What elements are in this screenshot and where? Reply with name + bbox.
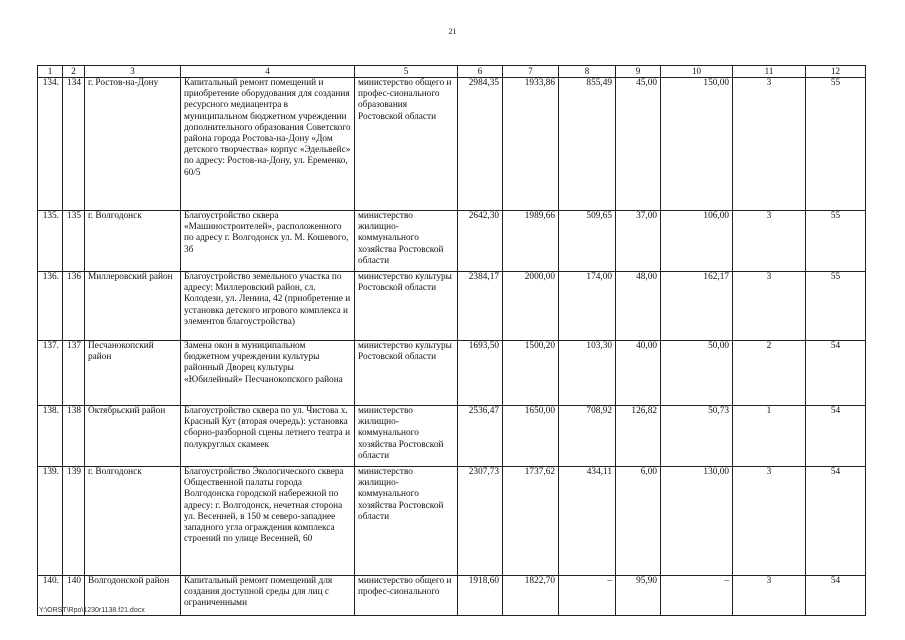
- table-row: [38, 406, 866, 467]
- description-cell: Капитальный ремонт помещений и приобретение оборудования для создания ресурсного медиацентра в муниципальном бюджетном учреждении дополнительного образования Советского района города Ростова-на-Дону «Дом детского творчества» корпус «Эдельвейс» по адресу: Ростов-на-Дону, ул. Еременко, 60/5: [181, 78, 355, 211]
- total-cell: 2984,35: [458, 78, 503, 211]
- row-number-cell: 134.: [38, 78, 63, 211]
- table-row: [38, 211, 866, 272]
- score-cell: 54: [806, 406, 866, 467]
- header-cell: 8: [559, 66, 616, 78]
- ministry-cell: министерство жилищно-коммунального хозяйства Ростовской области: [355, 211, 458, 272]
- municipality-cell: Песчанокопский район: [85, 341, 181, 406]
- local-cell: 509,65: [559, 211, 616, 272]
- header-cell: 10: [661, 66, 733, 78]
- other-cell: 126,82: [616, 406, 661, 467]
- row-number-cell: 136.: [38, 272, 63, 341]
- header-cell: 1: [38, 66, 63, 78]
- regional-cell: 1933,86: [503, 78, 559, 211]
- header-cell: 11: [733, 66, 806, 78]
- header-cell: 4: [181, 66, 355, 78]
- description-cell: Замена окон в муниципальном бюджетном учреждении культуры районный Дворец культуры «Юбилейный» Песчанокопского района: [181, 341, 355, 406]
- municipality-cell: г. Волгодонск: [85, 467, 181, 576]
- header-row: [38, 66, 866, 78]
- header-cell: 3: [85, 66, 181, 78]
- priority-cell: 3: [733, 78, 806, 211]
- file-path-footer: Y:\ORST\Rpo\1230r1138.f21.docx: [39, 607, 145, 614]
- municipality-cell: Волгодонской район: [85, 576, 181, 616]
- other-cell: 45,00: [616, 78, 661, 211]
- description-cell: Благоустройство сквера «Машиностроителей», расположенного по адресу г. Волгодонск ул. М. Кошевого, 3б: [181, 211, 355, 272]
- item-number-cell: 139: [63, 467, 85, 576]
- other-cell: 6,00: [616, 467, 661, 576]
- score-cell: 54: [806, 467, 866, 576]
- ministry-cell: министерство общего и профес-сионального: [355, 576, 458, 616]
- row-number-cell: 137.: [38, 341, 63, 406]
- table-row: [38, 576, 866, 616]
- row-number-cell: 135.: [38, 211, 63, 272]
- extra-cell: 50,73: [661, 406, 733, 467]
- local-cell: 103,30: [559, 341, 616, 406]
- other-cell: 95,90: [616, 576, 661, 616]
- table-row: [38, 341, 866, 406]
- municipality-cell: Октябрьский район: [85, 406, 181, 467]
- score-cell: 54: [806, 576, 866, 616]
- item-number-cell: 138: [63, 406, 85, 467]
- priority-cell: 3: [733, 211, 806, 272]
- header-cell: 7: [503, 66, 559, 78]
- ministry-cell: министерство жилищно-коммунального хозяйства Ростовской области: [355, 467, 458, 576]
- total-cell: 2642,30: [458, 211, 503, 272]
- description-cell: Благоустройство Экологического сквера Общественной палаты города Волгодонска городской набережной по адресу: г. Волгодонск, нечетная сторона ул. Весенней, в 150 м северо-западнее западного угла ограждения комплекса строений по улице Весенней, 60: [181, 467, 355, 576]
- priority-cell: 3: [733, 576, 806, 616]
- budget-table: [37, 65, 866, 616]
- score-cell: 54: [806, 341, 866, 406]
- row-number-cell: 139.: [38, 467, 63, 576]
- other-cell: 48,00: [616, 272, 661, 341]
- local-cell: 434,11: [559, 467, 616, 576]
- description-cell: Благоустройство земельного участка по адресу: Миллеровский район, сл. Колодези, ул. Ленина, 42 (приобретение и установка детского игрового комплекса и элементов благоустройства): [181, 272, 355, 341]
- local-cell: 708,92: [559, 406, 616, 467]
- item-number-cell: 136: [63, 272, 85, 341]
- header-cell: 9: [616, 66, 661, 78]
- page-number: 21: [448, 27, 457, 36]
- local-cell: 174,00: [559, 272, 616, 341]
- ministry-cell: министерство жилищно-коммунального хозяйства Ростовской области: [355, 406, 458, 467]
- priority-cell: 2: [733, 341, 806, 406]
- other-cell: 37,00: [616, 211, 661, 272]
- municipality-cell: г. Волгодонск: [85, 211, 181, 272]
- local-cell: –: [559, 576, 616, 616]
- total-cell: 1693,50: [458, 341, 503, 406]
- municipality-cell: г. Ростов-на-Дону: [85, 78, 181, 211]
- priority-cell: 1: [733, 406, 806, 467]
- extra-cell: 162,17: [661, 272, 733, 341]
- header-cell: 12: [806, 66, 866, 78]
- extra-cell: 130,00: [661, 467, 733, 576]
- description-cell: Благоустройство сквера по ул. Чистова х. Красный Кут (вторая очередь): установка сборно-разборной сцены летнего театра и полукруглых скамеек: [181, 406, 355, 467]
- ministry-cell: министерство культуры Ростовской области: [355, 272, 458, 341]
- ministry-cell: министерство общего и профес-сионального образования Ростовской области: [355, 78, 458, 211]
- total-cell: 2307,73: [458, 467, 503, 576]
- extra-cell: 50,00: [661, 341, 733, 406]
- header-cell: 6: [458, 66, 503, 78]
- item-number-cell: 137: [63, 341, 85, 406]
- item-number-cell: 134: [63, 78, 85, 211]
- total-cell: 2384,17: [458, 272, 503, 341]
- regional-cell: 1500,20: [503, 341, 559, 406]
- regional-cell: 1650,00: [503, 406, 559, 467]
- score-cell: 55: [806, 78, 866, 211]
- regional-cell: 1737,62: [503, 467, 559, 576]
- table-row: [38, 78, 866, 211]
- regional-cell: 2000,00: [503, 272, 559, 341]
- item-number-cell: 135: [63, 211, 85, 272]
- total-cell: 1918,60: [458, 576, 503, 616]
- regional-cell: 1822,70: [503, 576, 559, 616]
- priority-cell: 3: [733, 272, 806, 341]
- score-cell: 55: [806, 272, 866, 341]
- extra-cell: 150,00: [661, 78, 733, 211]
- score-cell: 55: [806, 211, 866, 272]
- priority-cell: 3: [733, 467, 806, 576]
- table-row: [38, 467, 866, 576]
- municipality-cell: Миллеровский район: [85, 272, 181, 341]
- description-cell: Капитальный ремонт помещений для создания доступной среды для лиц с ограниченными: [181, 576, 355, 616]
- ministry-cell: министерство культуры Ростовской области: [355, 341, 458, 406]
- extra-cell: –: [661, 576, 733, 616]
- item-number-cell: 140: [63, 576, 85, 616]
- total-cell: 2536,47: [458, 406, 503, 467]
- header-cell: 5: [355, 66, 458, 78]
- extra-cell: 106,00: [661, 211, 733, 272]
- local-cell: 855,49: [559, 78, 616, 211]
- row-number-cell: 138.: [38, 406, 63, 467]
- row-number-cell: 140.: [38, 576, 63, 616]
- other-cell: 40,00: [616, 341, 661, 406]
- regional-cell: 1989,66: [503, 211, 559, 272]
- header-cell: 2: [63, 66, 85, 78]
- table-row: [38, 272, 866, 341]
